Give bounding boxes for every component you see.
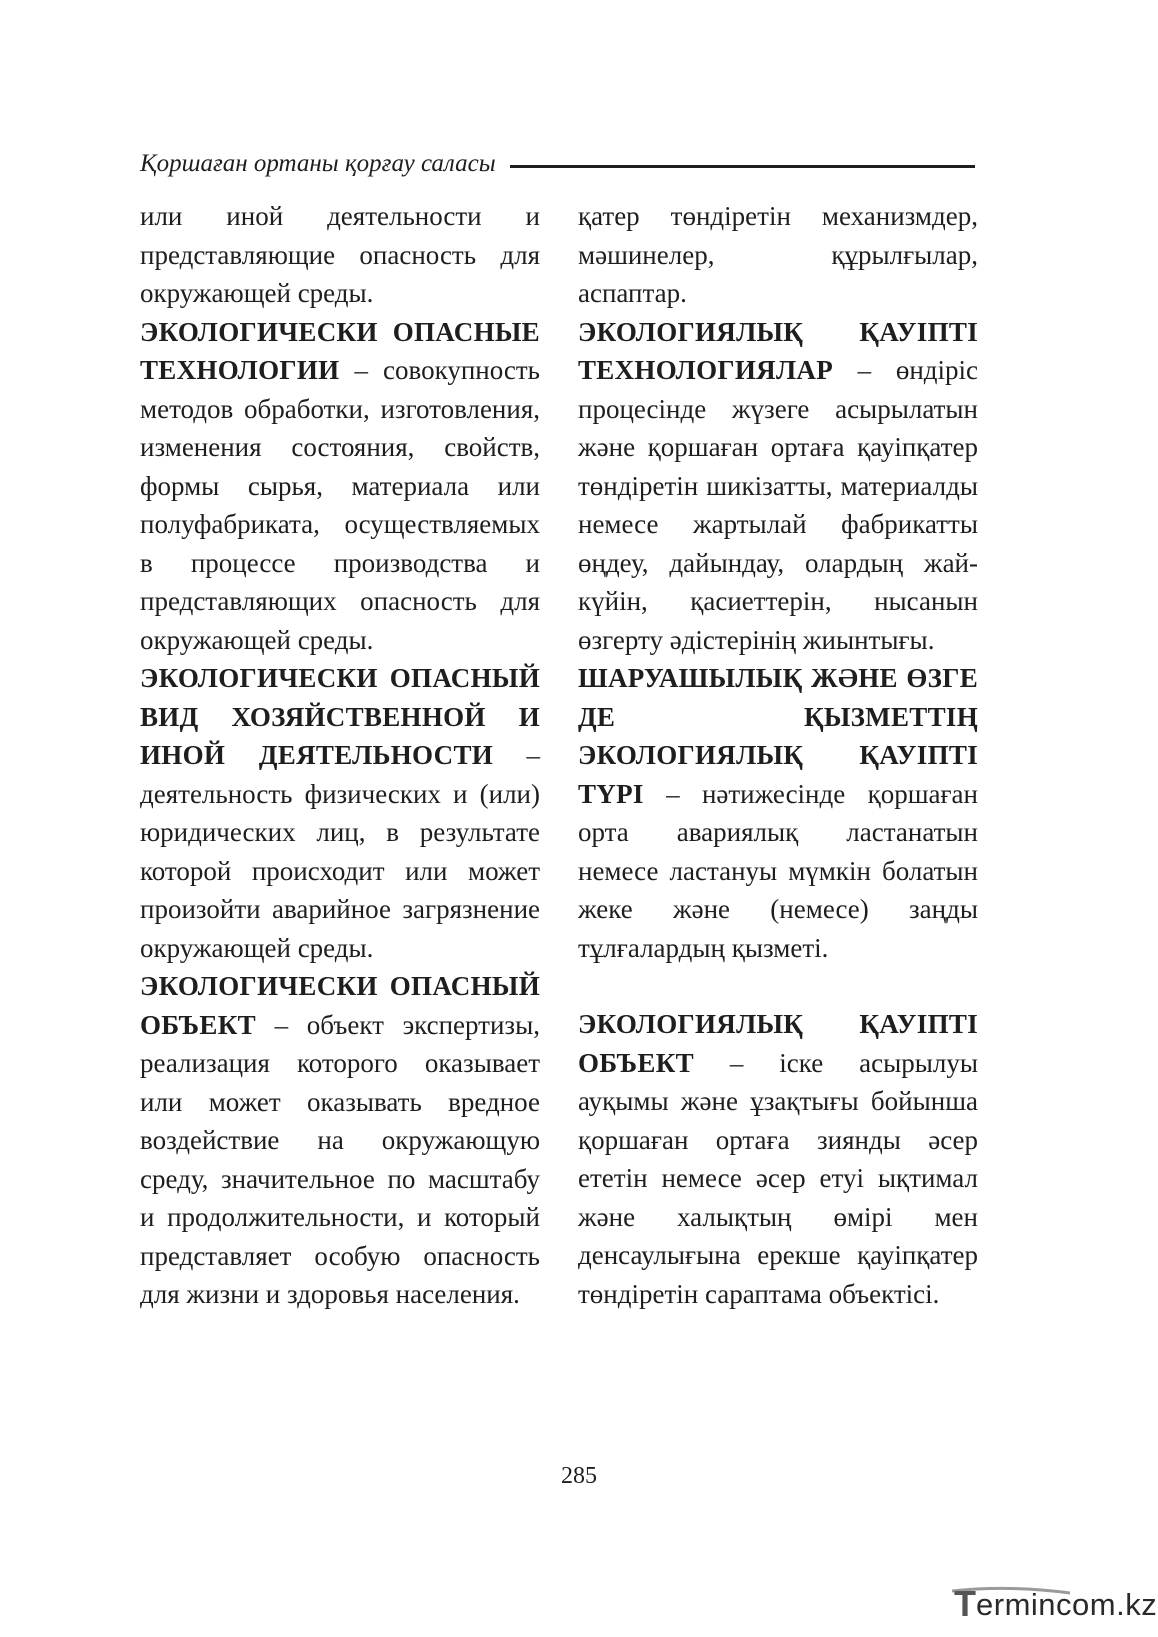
logo-initial: T bbox=[954, 1583, 976, 1624]
entry-term: ЭКОЛОГИЧЕСКИ ОПАСНЫЙ ОБЪЕКТ bbox=[140, 971, 540, 1040]
glossary-entry bbox=[578, 313, 978, 660]
glossary-entry bbox=[140, 659, 540, 967]
entry-continuation bbox=[140, 197, 540, 313]
entry-term: ЭКОЛОГИЧЕСКИ ОПАСНЫЙ ВИД ХОЗЯЙСТВЕННОЙ И ИНОЙ ДЕЯТЕЛЬНОСТИ bbox=[140, 663, 540, 770]
entry-term: ЭКОЛОГИЯЛЫҚ ҚАУІПТІ ОБЪЕКТ bbox=[578, 1009, 978, 1078]
glossary-entry bbox=[578, 1005, 978, 1313]
entry-text: – өндіріс процесінде жүзеге асырылатын және қоршаған ортаға қауіпқатер төндіретін шикізатты, материалды немесе жартылай фабрикатты өңдеу, дайындау, олардың жай-күйін, қасиеттерін, нысанын өзгерту әдістерінің жиынтығы. bbox=[578, 355, 978, 655]
entry-term: ЭКОЛОГИЯЛЫҚ ҚАУІПТІ ТЕХНОЛОГИЯЛАР bbox=[578, 316, 978, 385]
entry-continuation bbox=[578, 197, 978, 313]
paragraph-gap bbox=[578, 967, 978, 1005]
glossary-entry bbox=[578, 659, 978, 967]
header-title: Қоршаған ортаны қорғау саласы bbox=[140, 150, 496, 177]
logo-text: ermincom.kz bbox=[976, 1587, 1158, 1622]
entry-text: қатер төндіретін механизмдер, мәшинелер, құрылғылар, аспаптар. bbox=[578, 201, 978, 308]
entry-text: – іске асырылуы ауқымы және ұзақтығы бойынша қоршаған ортаға зиянды әсер ететін немесе әсер етуі ықтимал және халықтың өмірі мен денсаулығына ерекше қауіпқатер төндіретін сараптама объектісі. bbox=[578, 1047, 978, 1309]
left-column bbox=[140, 197, 540, 1314]
entry-text: – нәтижесінде қоршаған орта авариялық ластанатын немесе ластануы мүмкін болатын жеке және (немесе) заңды тұлғалардың қызметі. bbox=[578, 778, 978, 963]
right-column bbox=[578, 197, 978, 1313]
entry-term: ЭКОЛОГИЧЕСКИ ОПАСНЫЕ ТЕХНОЛОГИИ bbox=[140, 316, 540, 385]
page-number: 285 bbox=[561, 1463, 597, 1489]
termincom-logo[interactable] bbox=[950, 1583, 1158, 1629]
entry-term: ШАРУАШЫЛЫҚ ЖӘНЕ ӨЗГЕ ДЕ ҚЫЗМЕТТІҢ ЭКОЛОГИЯЛЫҚ ҚАУІПТІ ТҮРІ bbox=[578, 663, 978, 809]
running-header bbox=[140, 144, 975, 184]
glossary-entry bbox=[140, 313, 540, 660]
entry-text: или иной деятельности и представляющие опасность для окружающей среды. bbox=[140, 201, 540, 308]
entry-text: – деятельность физических и (или) юридических лиц, в результате которой происходит или может произойти аварийное загрязнение окружающей среды. bbox=[140, 740, 540, 963]
entry-text: – объект экспертизы, реализация которого оказывает или может оказывать вредное воздействие на окружающую среду, значительное по масштабу и продолжительности, и который представляет особую опасность для жизни и здоровья населения. bbox=[140, 1009, 540, 1309]
glossary-entry bbox=[140, 967, 540, 1314]
entry-text: – совокупность методов обработки, изготовления, изменения состояния, свойств, формы сырья, материала или полуфабриката, осуществляемых в процессе производства и представляющих опасность для окружающей среды. bbox=[140, 355, 540, 655]
header-rule bbox=[510, 165, 975, 168]
